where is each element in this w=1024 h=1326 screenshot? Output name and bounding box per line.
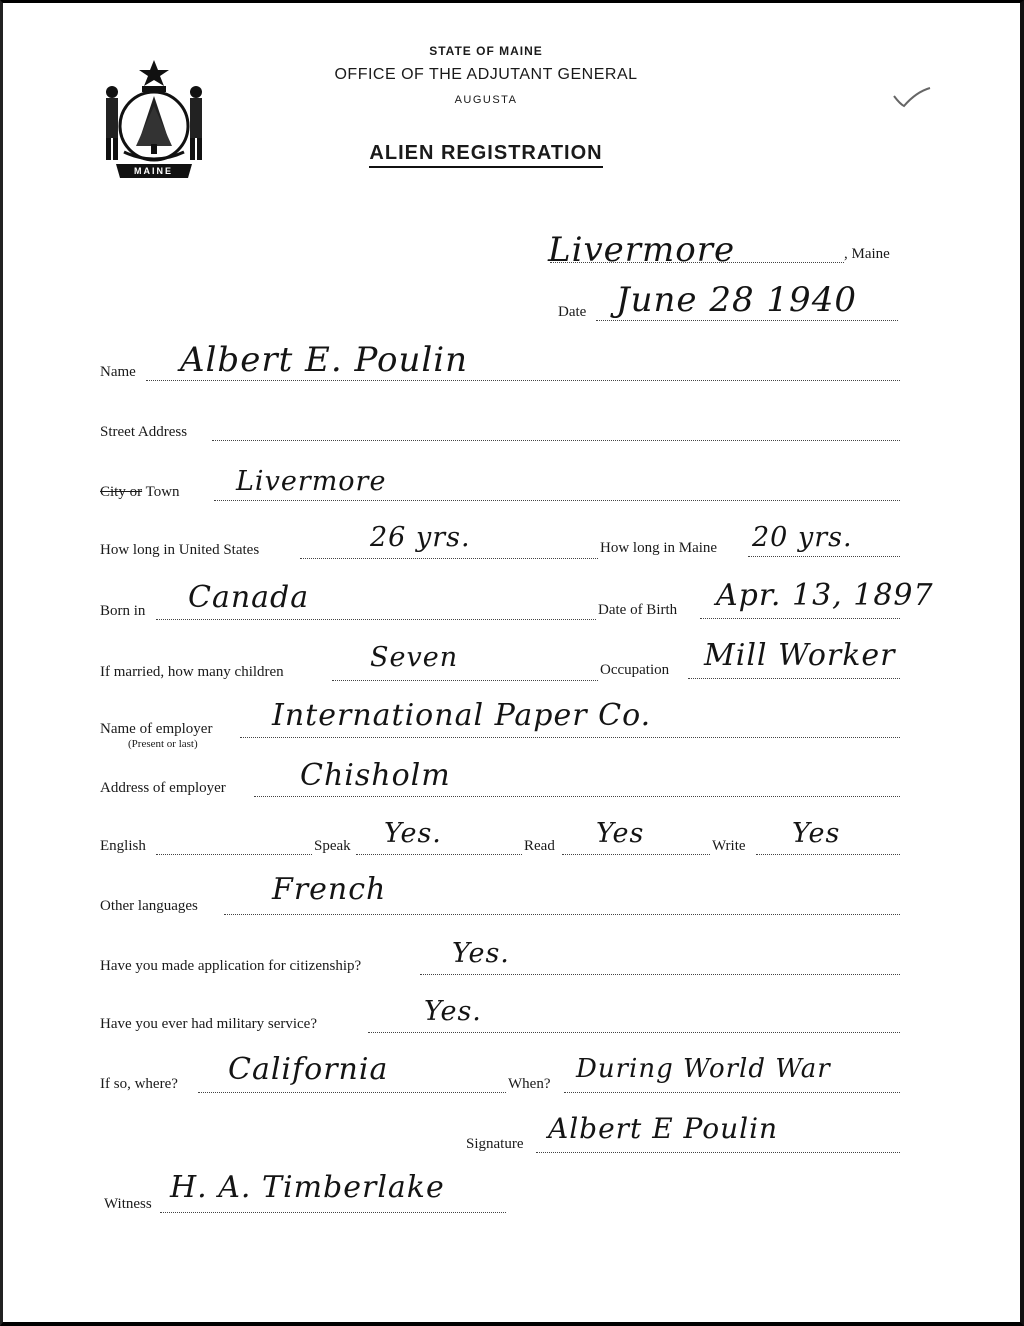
speak-value[interactable]: Yes. (384, 818, 442, 849)
street-line (212, 440, 900, 441)
where-label: If so, where? (100, 1076, 178, 1092)
form-title: ALIEN REGISTRATION (0, 142, 998, 165)
how-long-us-value[interactable]: 26 yrs. (370, 522, 471, 553)
dob-line (700, 618, 900, 619)
how-long-us-label: How long in United States (100, 542, 260, 558)
married-children-line (332, 680, 598, 681)
witness-value[interactable]: H. A. Timberlake (170, 1170, 445, 1205)
citizenship-value[interactable]: Yes. (452, 938, 510, 969)
occupation-label: Occupation (600, 662, 670, 678)
town-line (214, 500, 900, 501)
children-value[interactable]: Seven (370, 642, 459, 673)
employer-address-value[interactable]: Chisholm (300, 758, 451, 793)
citizenship-label: Have you made application for citizenship? (100, 958, 362, 974)
name-line (146, 380, 900, 381)
place-suffix-label: , Maine (844, 246, 890, 262)
signature-label: Signature (466, 1136, 524, 1152)
dob-label: Date of Birth (598, 602, 678, 618)
employer-address-label: Address of employer (100, 780, 226, 796)
read-line (562, 854, 710, 855)
born-in-label: Born in (100, 603, 146, 619)
employer-address-line (254, 796, 900, 797)
date-line (596, 320, 898, 321)
read-value[interactable]: Yes (596, 818, 645, 849)
when-line (564, 1092, 900, 1093)
how-long-maine-value[interactable]: 20 yrs. (752, 522, 853, 553)
speak-line (356, 854, 522, 855)
when-label: When? (508, 1076, 551, 1092)
signature-value[interactable]: Albert E Poulin (548, 1112, 779, 1145)
speak-label: Speak (314, 838, 351, 854)
witness-label: Witness (104, 1196, 152, 1212)
seal-banner-text: MAINE (134, 166, 173, 176)
date-label: Date (558, 304, 587, 320)
born-in-line (156, 619, 596, 620)
state-heading: STATE OF MAINE (429, 44, 543, 58)
military-line (368, 1032, 900, 1033)
town-value[interactable]: Livermore (236, 466, 387, 497)
dob-value[interactable]: Apr. 13, 1897 (716, 578, 934, 613)
other-languages-value[interactable]: French (272, 872, 387, 907)
street-label: Street Address (100, 424, 188, 440)
citizenship-line (420, 974, 900, 975)
military-label: Have you ever had military service? (100, 1016, 317, 1032)
where-value[interactable]: California (228, 1052, 389, 1087)
where-line (198, 1092, 506, 1093)
date-value[interactable]: June 28 1940 (616, 280, 857, 320)
english-line (156, 854, 312, 855)
name-value[interactable]: Albert E. Poulin (180, 340, 468, 380)
english-label: English (100, 838, 146, 854)
how-long-maine-line (748, 556, 900, 557)
military-value[interactable]: Yes. (424, 996, 482, 1027)
when-value[interactable]: During World War (576, 1054, 831, 1084)
occupation-value[interactable]: Mill Worker (704, 638, 896, 673)
town-label: City or Town (100, 484, 180, 500)
signature-line (536, 1152, 900, 1153)
name-label: Name (100, 364, 136, 380)
married-children-label: If married, how many children (100, 664, 284, 680)
write-value[interactable]: Yes (792, 818, 841, 849)
employer-label: Name of employer (100, 721, 213, 737)
read-label: Read (524, 838, 555, 854)
other-languages-line (224, 914, 900, 915)
office-heading: OFFICE OF THE ADJUTANT GENERAL (334, 66, 638, 83)
witness-line (160, 1212, 506, 1213)
employer-sub-label: (Present or last) (128, 738, 198, 750)
how-long-us-line (300, 558, 598, 559)
write-line (756, 854, 900, 855)
write-label: Write (712, 838, 746, 854)
city-heading: AUGUSTA (454, 94, 518, 106)
how-long-maine-label: How long in Maine (600, 540, 718, 556)
born-in-value[interactable]: Canada (188, 580, 310, 615)
place-value[interactable]: Livermore (548, 230, 736, 270)
employer-line (240, 737, 900, 738)
occupation-line (688, 678, 900, 679)
employer-value[interactable]: International Paper Co. (272, 698, 652, 733)
other-languages-label: Other languages (100, 898, 198, 914)
